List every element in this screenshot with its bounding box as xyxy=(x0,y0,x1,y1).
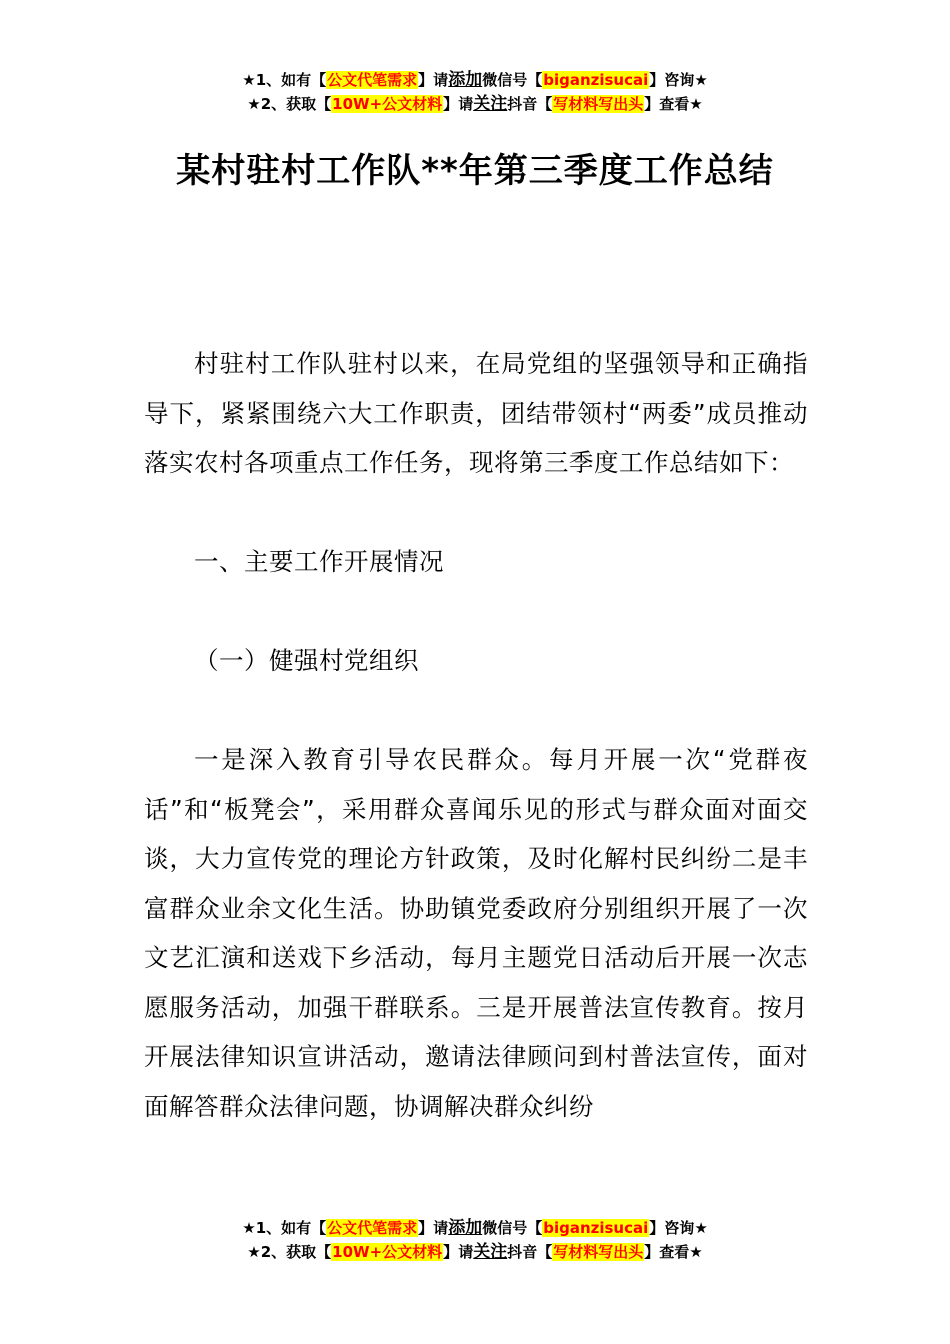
document-body xyxy=(144,339,808,1131)
section-heading: 一、主要工作开展情况 xyxy=(194,547,444,576)
star-icon: ★ xyxy=(694,1219,708,1237)
promo-header xyxy=(0,68,950,116)
promo-douyin-account: 写材料写出头 xyxy=(553,1243,644,1261)
promo-highlight: 10W+公文材料 xyxy=(332,1243,443,1261)
promo-line-1: ★1、如有【公文代笔需求】请添加微信号【biganzisucai】咨询★ xyxy=(242,1218,708,1238)
document-title: 某村驻村工作队**年第三季度工作总结 xyxy=(176,151,774,191)
star-icon: ★ xyxy=(242,1219,256,1237)
star-icon: ★ xyxy=(689,1243,703,1261)
promo-line-2: ★2、获取【10W+公文材料】请关注抖音【写材料写出头】查看★ xyxy=(247,1242,703,1262)
promo-highlight: 公文代笔需求 xyxy=(327,71,418,89)
promo-footer xyxy=(0,1216,950,1264)
star-icon: ★ xyxy=(242,71,256,89)
promo-wechat-id: biganzisucai xyxy=(543,71,649,89)
promo-line-1: ★1、如有【公文代笔需求】请添加微信号【biganzisucai】咨询★ xyxy=(242,70,708,90)
promo-highlight: 公文代笔需求 xyxy=(327,1219,418,1237)
body-paragraph: 一是深入教育引导农民群众。每月开展一次“党群夜话”和“板凳会”，采用群众喜闻乐见的形式与群众面对面交谈，大力宣传党的理论方针政策，及时化解村民纠纷二是丰富群众业余文化生活。协助镇党委政府分别组织开展了一次文艺汇演和送戏下乡活动，每月主题党日活动后开展一次志愿服务活动，加强干群联系。三是开展普法宣传教育。按月开展法律知识宣讲活动，邀请法律顾问到村普法宣传，面对面解答群众法律问题，协调解决群众纠纷 xyxy=(144,745,808,1121)
intro-paragraph: 村驻村工作队驻村以来，在局党组的坚强领导和正确指导下，紧紧围绕六大工作职责，团结带领村“两委”成员推动落实农村各项重点工作任务，现将第三季度工作总结如下： xyxy=(144,349,808,477)
promo-highlight: 10W+公文材料 xyxy=(332,95,443,113)
promo-wechat-id: biganzisucai xyxy=(543,1219,649,1237)
star-icon: ★ xyxy=(689,95,703,113)
star-icon: ★ xyxy=(247,1243,261,1261)
subsection-heading: （一）健强村党组织 xyxy=(194,646,419,675)
star-icon: ★ xyxy=(247,95,261,113)
star-icon: ★ xyxy=(694,71,708,89)
promo-douyin-account: 写材料写出头 xyxy=(553,95,644,113)
promo-line-2: ★2、获取【10W+公文材料】请关注抖音【写材料写出头】查看★ xyxy=(247,94,703,114)
